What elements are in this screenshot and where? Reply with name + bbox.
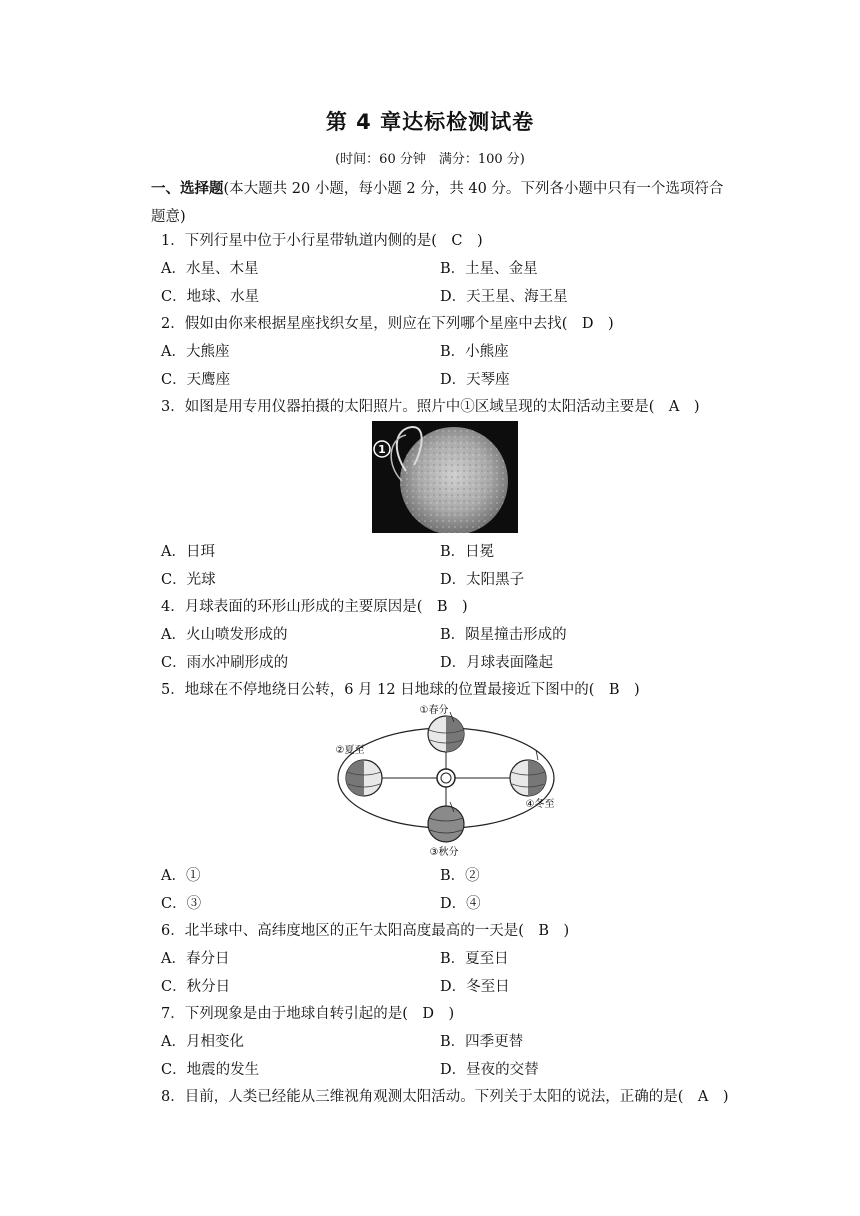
option-4d: D．月球表面隆起 (440, 655, 554, 671)
option-3d: D．太阳黑子 (440, 572, 525, 588)
option-6b: B．夏至日 (440, 951, 509, 967)
page-title: 第 4 章达标检测试卷 (325, 110, 535, 134)
option-5b: B．② (440, 868, 480, 884)
question-8: 8．目前，人类已经能从三维视角观测太阳活动。下列关于太阳的说法，正确的是( A ) (161, 1089, 729, 1105)
option-2c: C．天鹰座 (161, 372, 231, 388)
label-summer: ②夏至 (335, 745, 365, 756)
section-desc: (本大题共 20 小题，每小题 2 分，共 40 分。下列各小题中只有一个选项符合题意) (151, 181, 724, 225)
section-title: 一、选择题 (151, 181, 224, 197)
option-1d: D．天王星、海王星 (440, 289, 568, 305)
label-winter: ④冬至 (525, 799, 555, 810)
option-1b: B．土星、金星 (440, 261, 538, 277)
option-3c: C．光球 (161, 572, 216, 588)
orbit-diagram (330, 700, 560, 860)
option-2a: A．大熊座 (161, 344, 230, 360)
earth-autumn (428, 802, 464, 842)
question-4: 4．月球表面的环形山形成的主要原因是( B ) (161, 599, 468, 615)
sun-granulation (400, 427, 508, 533)
option-3b: B．日冕 (440, 544, 495, 560)
option-4b: B．陨星撞击形成的 (440, 627, 567, 643)
earth-winter (510, 750, 546, 796)
question-2: 2．假如由你来根据星座找织女星，则应在下列哪个星座中去找( D ) (161, 316, 614, 332)
option-5c: C．③ (161, 896, 202, 912)
option-6c: C．秋分日 (161, 979, 231, 995)
label-autumn: ③秋分 (429, 847, 459, 858)
option-6a: A．春分日 (161, 951, 230, 967)
question-1: 1．下列行星中位于小行星带轨道内侧的是( C ) (161, 233, 483, 249)
sun (437, 769, 455, 787)
option-3a: A．日珥 (161, 544, 215, 560)
option-6d: D．冬至日 (440, 979, 510, 995)
option-2b: B．小熊座 (440, 344, 509, 360)
question-3: 3．如图是用专用仪器拍摄的太阳照片。照片中①区域呈现的太阳活动主要是( A ) (161, 399, 700, 415)
option-7b: B．四季更替 (440, 1034, 524, 1050)
option-1a: A．水星、木星 (161, 261, 259, 277)
question-6: 6．北半球中、高纬度地区的正午太阳高度最高的一天是( B ) (161, 923, 570, 939)
option-7d: D．昼夜的交替 (440, 1062, 539, 1078)
option-2d: D．天琴座 (440, 372, 510, 388)
region-marker-label: 1 (378, 443, 386, 456)
option-4c: C．雨水冲刷形成的 (161, 655, 289, 671)
label-spring: ①春分 (419, 705, 449, 716)
option-5d: D．④ (440, 896, 481, 912)
option-7a: A．月相变化 (161, 1034, 244, 1050)
option-7c: C．地震的发生 (161, 1062, 260, 1078)
option-1c: C．地球、水星 (161, 289, 260, 305)
earth-spring (428, 712, 464, 752)
question-7: 7．下列现象是由于地球自转引起的是( D ) (161, 1006, 455, 1022)
option-5a: A．① (161, 868, 201, 884)
sun-photo (372, 421, 518, 533)
exam-meta: (时间：60 分钟 满分：100 分) (335, 152, 525, 167)
section-heading (151, 175, 731, 231)
option-4a: A．火山喷发形成的 (161, 627, 288, 643)
earth-summer (346, 760, 382, 796)
question-5: 5．地球在不停地绕日公转，6 月 12 日地球的位置最接近下图中的( B ) (161, 682, 640, 698)
